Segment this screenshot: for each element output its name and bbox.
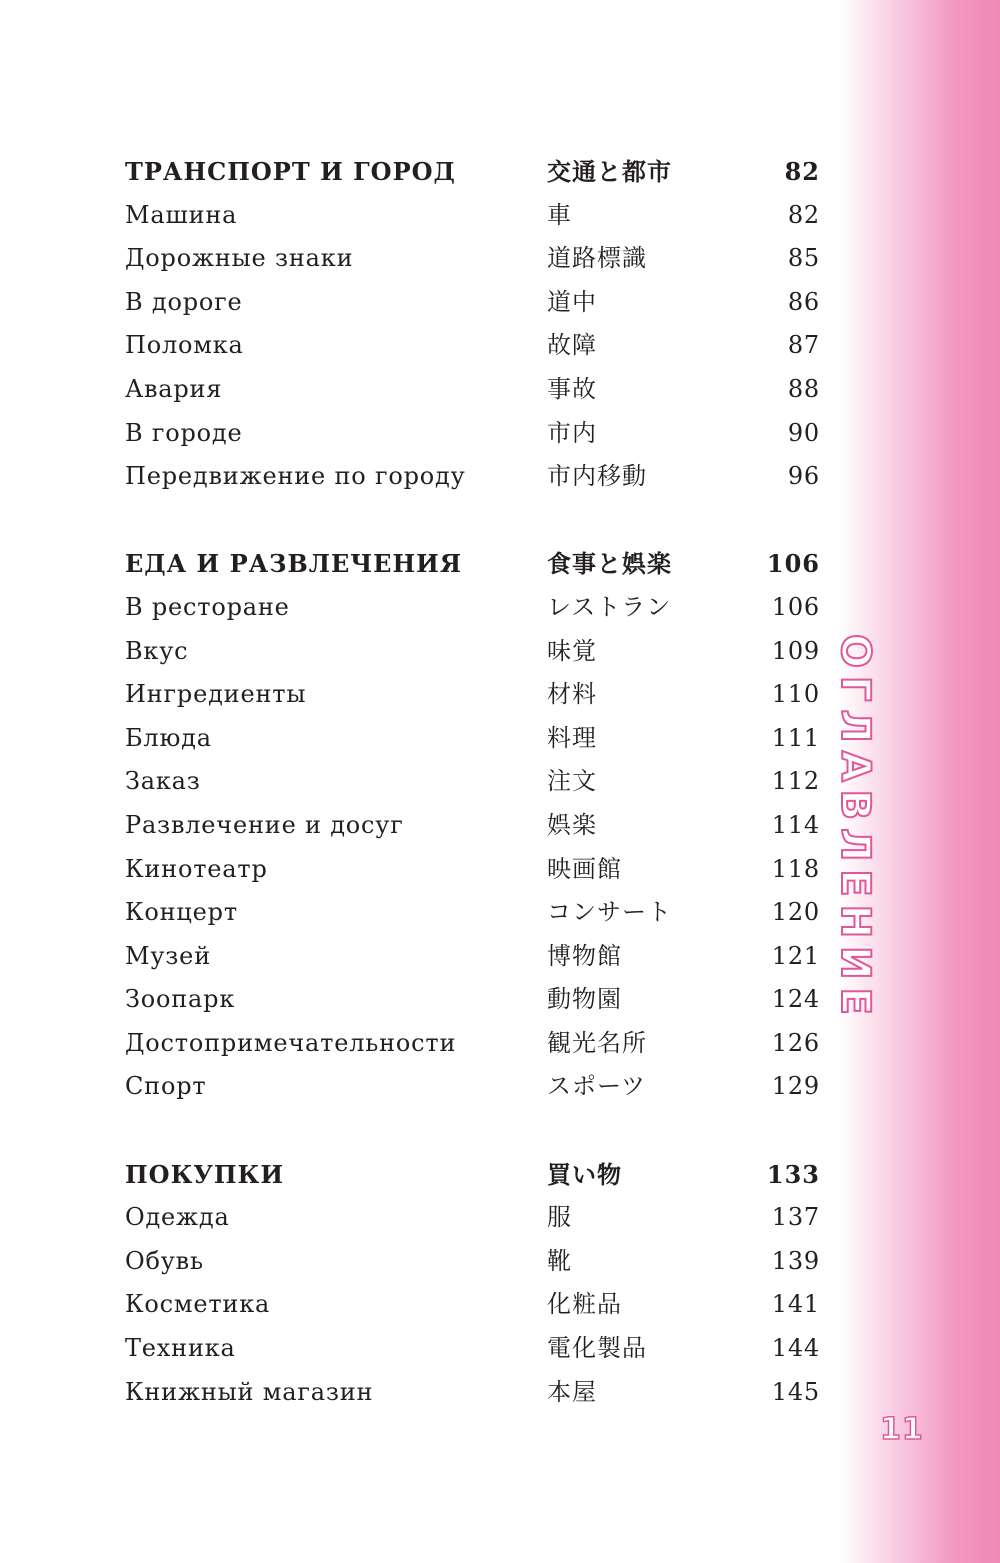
section-heading-jp: 交通と都市 [547,157,672,186]
section-heading-page: 82 [784,157,820,186]
toc-entry-ru: Одежда [125,1203,230,1232]
toc-entry-page: 114 [771,810,820,839]
toc-entry-page: 106 [771,592,820,621]
toc-entry-jp: スポーツ [547,1072,647,1101]
toc-entry-jp: 化粧品 [547,1290,622,1319]
toc-entry[interactable] [125,978,820,1022]
toc-entry-ru: Развлечение и досуг [125,810,404,839]
toc-entry[interactable] [125,1327,820,1371]
toc-entry-jp: 事故 [547,374,597,403]
toc-entry-jp: 服 [547,1203,572,1232]
toc-entry-jp: 材料 [547,680,597,709]
toc-entry[interactable] [125,586,820,630]
toc-entry-page: 124 [771,985,820,1014]
toc-entry-jp: 注文 [547,767,597,796]
toc-entry-jp: 味覚 [547,636,597,665]
toc-entry-page: 118 [771,854,820,883]
toc-entry-ru: Достопримечательности [125,1028,457,1057]
toc-entry-jp: 故障 [547,331,597,360]
toc-entry-page: 88 [787,374,820,403]
toc-entry[interactable] [125,1371,820,1415]
toc-entry[interactable] [125,1065,820,1109]
toc-entry-ru: Ингредиенты [125,680,307,709]
toc-entry-jp: 市内 [547,418,597,447]
section-gap [125,1109,820,1153]
toc-entry-ru: Спорт [125,1072,207,1101]
toc-entry[interactable] [125,804,820,848]
toc-entry-jp: 料理 [547,723,597,752]
section-heading-jp: 買い物 [547,1159,622,1189]
toc-entry-page: 96 [787,462,820,491]
toc-entry-page: 82 [787,200,820,229]
toc-entry-page: 87 [787,331,820,360]
toc-entry-ru: Машина [125,200,238,229]
toc-entry-page: 121 [771,941,820,970]
toc-entry-page: 126 [771,1028,820,1057]
toc-entry[interactable] [125,194,820,238]
toc-entry-page: 144 [771,1334,820,1363]
section-heading[interactable] [125,1153,820,1197]
toc-entry[interactable] [125,324,820,368]
section-heading-ru: ТРАНСПОРТ И ГОРОД [125,157,456,186]
section-gap [125,499,820,543]
toc-entry-ru: Книжный магазин [125,1377,374,1406]
toc-entry-page: 145 [771,1377,820,1406]
toc-entry-page: 86 [787,287,820,316]
toc-entry-jp: 市内移動 [547,462,647,491]
toc-entry-jp: 娯楽 [547,810,597,839]
table-of-contents [125,150,820,1414]
toc-entry[interactable] [125,455,820,499]
page-number: 11 [880,1412,924,1447]
toc-entry[interactable] [125,237,820,281]
toc-entry[interactable] [125,891,820,935]
toc-entry[interactable] [125,1240,820,1284]
toc-entry[interactable] [125,1283,820,1327]
toc-entry-page: 139 [771,1246,820,1275]
toc-entry[interactable] [125,935,820,979]
toc-entry-ru: Зоопарк [125,985,236,1014]
toc-entry-jp: 道中 [547,287,597,316]
toc-entry-ru: Поломка [125,331,244,360]
toc-entry[interactable] [125,717,820,761]
toc-entry-ru: В городе [125,418,243,447]
toc-entry-jp: レストラン [547,592,672,621]
toc-entry-jp: コンサート [547,898,672,927]
toc-entry-page: 120 [771,898,820,927]
toc-entry-jp: 映画館 [547,854,622,883]
toc-entry[interactable] [125,630,820,674]
toc-entry-jp: 観光名所 [547,1028,647,1057]
toc-entry-ru: Передвижение по городу [125,462,466,491]
toc-entry-ru: Техника [125,1334,236,1363]
toc-entry[interactable] [125,848,820,892]
section-heading[interactable] [125,542,820,586]
toc-entry-ru: Авария [125,374,223,403]
toc-entry-jp: 動物園 [547,985,622,1014]
toc-entry-ru: В дороге [125,287,243,316]
section-heading-page: 133 [766,1159,820,1189]
toc-entry-page: 109 [771,636,820,665]
toc-entry-jp: 靴 [547,1246,572,1275]
toc-entry-jp: 車 [547,200,572,229]
toc-entry[interactable] [125,412,820,456]
toc-entry-page: 85 [787,244,820,273]
toc-entry-jp: 博物館 [547,941,622,970]
toc-entry-ru: Музей [125,941,211,970]
toc-entry-page: 112 [771,767,820,796]
section-heading-ru: ЕДА И РАЗВЛЕЧЕНИЯ [125,549,462,579]
toc-entry-page: 141 [771,1290,820,1319]
toc-entry-ru: Вкус [125,636,189,665]
toc-entry-jp: 道路標識 [547,244,647,273]
section-heading-jp: 食事と娯楽 [547,549,672,579]
toc-entry-jp: 電化製品 [547,1334,647,1363]
section-heading-page: 106 [766,549,820,579]
toc-entry-ru: Кинотеатр [125,854,268,883]
toc-entry[interactable] [125,1196,820,1240]
toc-entry-page: 137 [771,1203,820,1232]
toc-entry[interactable] [125,1022,820,1066]
toc-entry-page: 111 [771,723,820,752]
toc-entry-ru: Блюда [125,723,212,752]
toc-entry-ru: Дорожные знаки [125,244,354,273]
toc-entry-ru: В ресторане [125,592,290,621]
toc-entry-page: 90 [787,418,820,447]
toc-entry[interactable] [125,368,820,412]
toc-entry-page: 110 [771,680,820,709]
toc-entry-ru: Косметика [125,1290,271,1319]
toc-entry-ru: Заказ [125,767,201,796]
section-heading[interactable] [125,150,820,194]
toc-entry-jp: 本屋 [547,1377,597,1406]
toc-entry[interactable] [125,673,820,717]
toc-entry[interactable] [125,760,820,804]
toc-entry-page: 129 [771,1072,820,1101]
toc-entry-ru: Концерт [125,898,238,927]
section-heading-ru: ПОКУПКИ [125,1159,285,1189]
toc-entry[interactable] [125,281,820,325]
side-title: ОГЛАВЛЕНИЕ [832,634,878,1023]
toc-entry-ru: Обувь [125,1246,204,1275]
